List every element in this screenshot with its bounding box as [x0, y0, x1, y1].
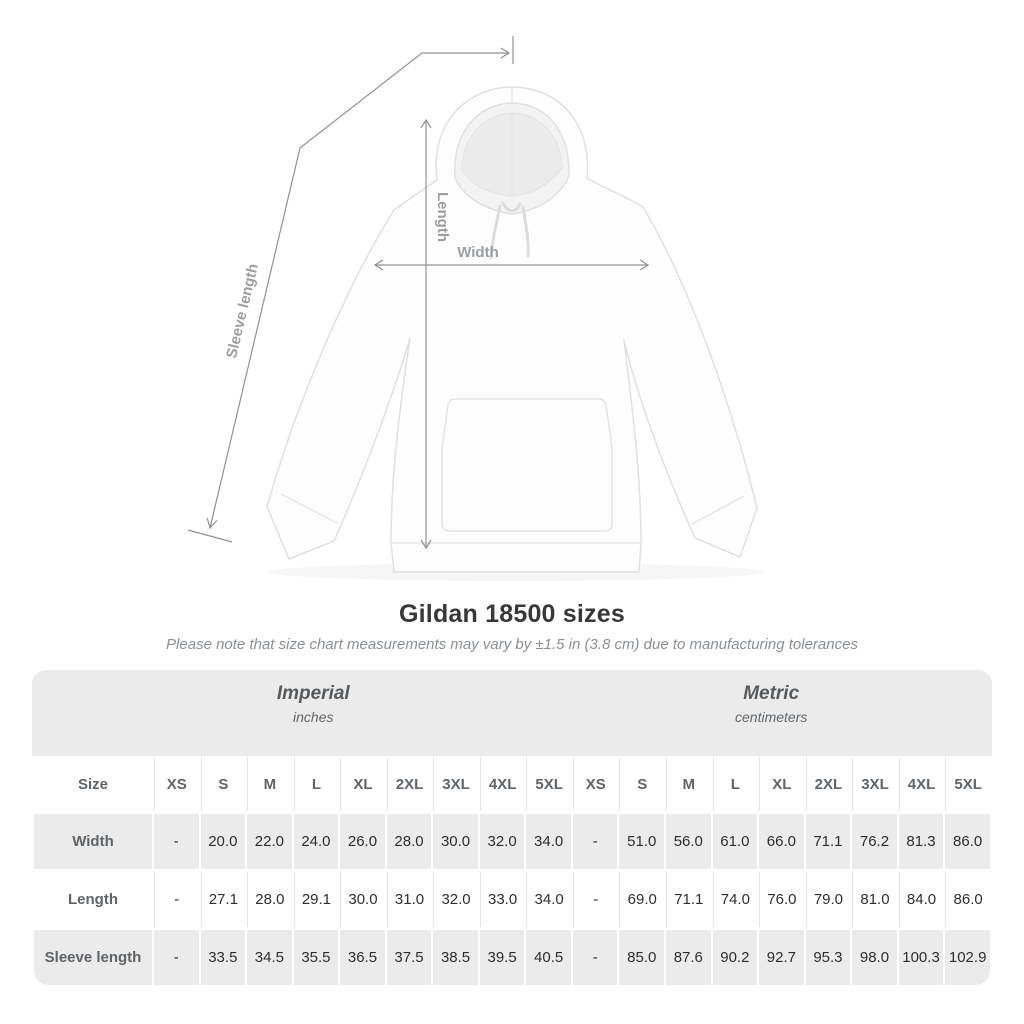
column-header-s: S [619, 757, 664, 811]
table-cell: 56.0 [666, 814, 711, 869]
metric-label: Metric [743, 683, 800, 704]
table-cell: 29.1 [294, 872, 339, 927]
column-header-xs: XS [573, 757, 618, 811]
table-cell: 71.1 [666, 872, 711, 927]
unit-group-band [32, 670, 992, 756]
table-cell: 34.0 [526, 872, 571, 927]
table-cell: 30.0 [340, 872, 385, 927]
table-cell: 76.2 [852, 814, 897, 869]
table-cell: 100.3 [899, 930, 944, 985]
table-cell: 38.5 [433, 930, 478, 985]
table-cell: - [573, 872, 618, 927]
table-cell: 34.0 [526, 814, 571, 869]
column-header-5xl: 5XL [526, 757, 571, 811]
table-cell: - [154, 814, 199, 869]
table-row-width [34, 814, 990, 869]
column-header-4xl: 4XL [480, 757, 525, 811]
column-header-l: L [713, 757, 758, 811]
table-cell: 30.0 [433, 814, 478, 869]
column-header-xl: XL [759, 757, 804, 811]
table-cell: 35.5 [294, 930, 339, 985]
imperial-unit: inches [293, 709, 334, 725]
column-header-3xl: 3XL [852, 757, 897, 811]
table-cell: 32.0 [480, 814, 525, 869]
table-cell: 37.5 [387, 930, 432, 985]
row-label: Length [34, 872, 152, 927]
column-header-l: L [294, 757, 339, 811]
row-label: Width [34, 814, 152, 869]
kangaroo-pocket [442, 399, 612, 531]
table-cell: 20.0 [201, 814, 246, 869]
tolerance-note: Please note that size chart measurements may vary by ±1.5 in (3.8 cm) due to manufacturing tolerances [166, 636, 858, 653]
table-cell: 66.0 [759, 814, 804, 869]
metric-unit: centimeters [735, 709, 808, 725]
column-header-5xl: 5XL [945, 757, 990, 811]
size-table [32, 754, 992, 988]
table-cell: 102.9 [945, 930, 990, 985]
table-cell: 86.0 [945, 872, 990, 927]
length-label: Length [434, 192, 451, 242]
row-label: Sleeve length [34, 930, 152, 985]
table-cell: 71.1 [806, 814, 851, 869]
table-cell: 36.5 [340, 930, 385, 985]
table-cell: 28.0 [247, 872, 292, 927]
size-column-header: Size [34, 757, 152, 811]
table-cell: 34.5 [247, 930, 292, 985]
table-cell: - [573, 930, 618, 985]
size-header-row [34, 757, 990, 811]
column-header-3xl: 3XL [433, 757, 478, 811]
imperial-group-header [277, 683, 350, 725]
table-cell: 31.0 [387, 872, 432, 927]
table-cell: 27.1 [201, 872, 246, 927]
sleeve-length-label: Sleeve length [223, 261, 263, 360]
table-cell: 74.0 [713, 872, 758, 927]
width-label: Width [457, 244, 499, 261]
column-header-2xl: 2XL [387, 757, 432, 811]
column-header-m: M [666, 757, 711, 811]
page-title: Gildan 18500 sizes [399, 600, 625, 628]
table-cell: 76.0 [759, 872, 804, 927]
table-cell: 95.3 [806, 930, 851, 985]
table-cell: 85.0 [619, 930, 664, 985]
column-header-2xl: 2XL [806, 757, 851, 811]
table-cell: 98.0 [852, 930, 897, 985]
table-cell: 26.0 [340, 814, 385, 869]
table-cell: - [154, 872, 199, 927]
table-cell: 33.0 [480, 872, 525, 927]
table-cell: 22.0 [247, 814, 292, 869]
table-cell: 51.0 [619, 814, 664, 869]
table-cell: 28.0 [387, 814, 432, 869]
table-row-sleeve-length [34, 930, 990, 985]
column-header-m: M [247, 757, 292, 811]
table-cell: 24.0 [294, 814, 339, 869]
hoodie-illustration [267, 87, 757, 572]
table-cell: 40.5 [526, 930, 571, 985]
table-cell: - [154, 930, 199, 985]
table-cell: 61.0 [713, 814, 758, 869]
table-cell: 32.0 [433, 872, 478, 927]
size-table-container [32, 670, 992, 988]
table-cell: 86.0 [945, 814, 990, 869]
table-cell: 87.6 [666, 930, 711, 985]
table-cell: 90.2 [713, 930, 758, 985]
column-header-xl: XL [340, 757, 385, 811]
table-cell: 39.5 [480, 930, 525, 985]
metric-group-header [735, 683, 807, 725]
table-cell: 81.3 [899, 814, 944, 869]
table-cell: 69.0 [619, 872, 664, 927]
table-cell: 79.0 [806, 872, 851, 927]
table-cell: 33.5 [201, 930, 246, 985]
column-header-xs: XS [154, 757, 199, 811]
column-header-4xl: 4XL [899, 757, 944, 811]
table-row-length [34, 872, 990, 927]
column-header-s: S [201, 757, 246, 811]
imperial-label: Imperial [276, 683, 350, 704]
table-cell: 84.0 [899, 872, 944, 927]
table-cell: 81.0 [852, 872, 897, 927]
table-cell: - [573, 814, 618, 869]
table-cell: 92.7 [759, 930, 804, 985]
